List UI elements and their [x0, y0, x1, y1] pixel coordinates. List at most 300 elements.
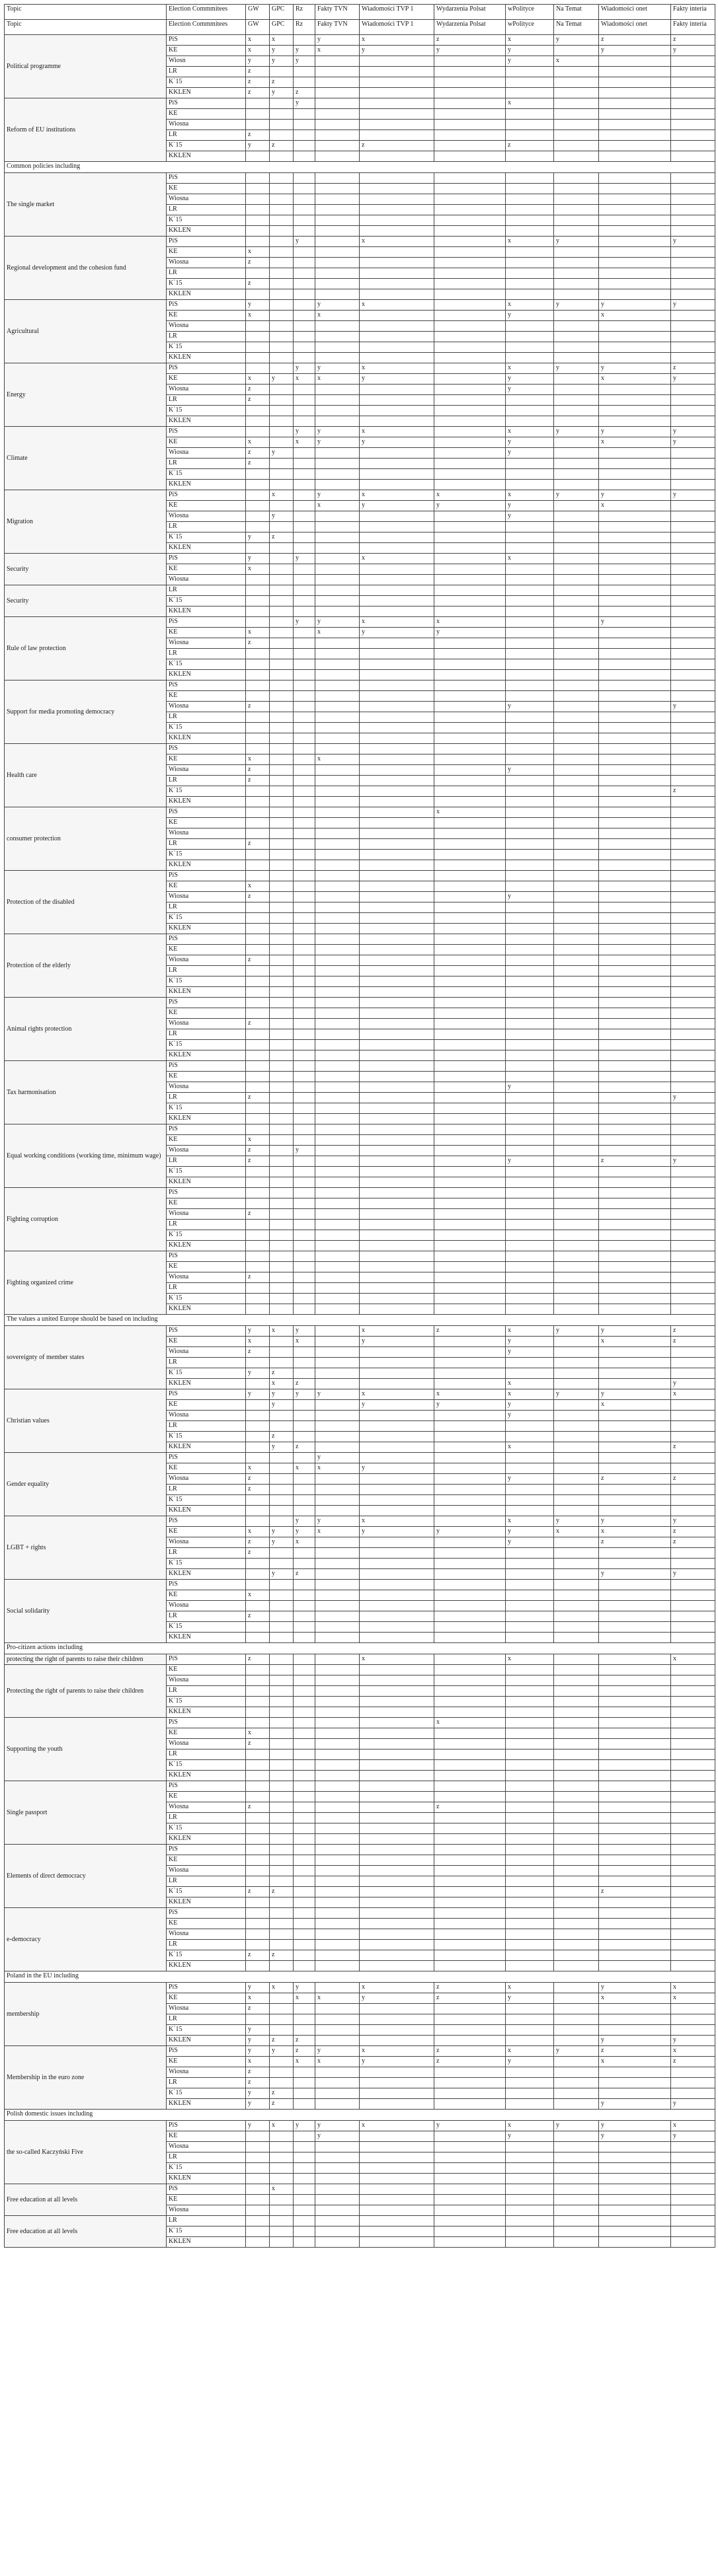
rating-cell — [294, 2088, 315, 2099]
rating-cell: y — [315, 35, 360, 46]
rating-cell — [270, 1633, 294, 1643]
rating-cell — [315, 1442, 360, 1453]
rating-cell — [246, 427, 270, 437]
rating-cell — [554, 1961, 599, 1971]
rating-cell — [315, 2099, 360, 2110]
rating-cell: z — [270, 1368, 294, 1379]
rating-cell: x — [246, 1135, 270, 1146]
rating-cell — [554, 1019, 599, 1029]
rating-cell — [554, 1718, 599, 1728]
rating-cell: y — [315, 427, 360, 437]
rating-cell: y — [434, 1400, 506, 1411]
rating-cell — [506, 998, 554, 1008]
rating-cell — [554, 130, 599, 141]
rating-cell — [506, 1929, 554, 1940]
rating-cell — [246, 1506, 270, 1516]
rating-cell — [315, 469, 360, 480]
rating-cell: x — [315, 46, 360, 56]
rating-cell — [360, 2205, 434, 2216]
rating-cell — [671, 818, 715, 828]
rating-cell — [360, 1633, 434, 1643]
rating-cell — [434, 2205, 506, 2216]
rating-cell — [554, 955, 599, 966]
rating-cell — [294, 1834, 315, 1845]
rating-cell — [270, 1114, 294, 1124]
committee-cell: KKLEN — [167, 1961, 246, 1971]
rating-cell — [270, 1040, 294, 1050]
rating-cell — [246, 1781, 270, 1792]
rating-cell — [315, 945, 360, 955]
rating-cell: y — [506, 2057, 554, 2067]
rating-cell — [506, 2099, 554, 2110]
rating-cell — [671, 1950, 715, 1961]
rating-cell — [246, 733, 270, 744]
rating-cell — [294, 2163, 315, 2174]
committee-cell: PiS — [167, 1516, 246, 1527]
rating-cell — [554, 659, 599, 670]
rating-cell: y — [294, 56, 315, 67]
rating-cell — [434, 2153, 506, 2163]
rating-cell — [315, 1749, 360, 1760]
rating-cell — [671, 258, 715, 268]
rating-cell — [294, 1368, 315, 1379]
rating-cell — [315, 2004, 360, 2014]
committee-cell: Wiosna — [167, 1929, 246, 1940]
committee-cell: Wiosna — [167, 1537, 246, 1548]
rating-cell — [360, 1411, 434, 1421]
rating-cell — [270, 1294, 294, 1304]
rating-cell — [315, 88, 360, 98]
rating-cell — [270, 1728, 294, 1739]
rating-cell — [315, 1887, 360, 1897]
committee-cell: Wiosna — [167, 1082, 246, 1093]
committee-cell: KKLEN — [167, 353, 246, 363]
rating-cell — [360, 1929, 434, 1940]
rating-cell — [434, 416, 506, 427]
rating-cell: x — [599, 1337, 671, 1347]
rating-cell — [599, 1697, 671, 1707]
rating-cell — [246, 617, 270, 628]
rating-cell — [554, 681, 599, 691]
rating-cell — [506, 2184, 554, 2195]
rating-cell — [599, 1950, 671, 1961]
rating-cell — [506, 2174, 554, 2184]
rating-cell — [360, 332, 434, 342]
rating-cell — [315, 1337, 360, 1347]
rating-cell: y — [506, 311, 554, 321]
committee-cell: K`15 — [167, 850, 246, 860]
rating-cell — [506, 564, 554, 575]
committee-cell: K`15 — [167, 1950, 246, 1961]
rating-cell — [315, 744, 360, 754]
rating-cell — [671, 1855, 715, 1866]
committee-cell: K`15 — [167, 2163, 246, 2174]
rating-cell — [246, 289, 270, 300]
rating-cell: y — [506, 1527, 554, 1537]
rating-cell — [599, 151, 671, 162]
rating-cell — [294, 1929, 315, 1940]
rating-cell — [360, 1283, 434, 1294]
rating-cell — [554, 913, 599, 924]
rating-cell: x — [294, 1337, 315, 1347]
rating-cell: y — [434, 1527, 506, 1537]
rating-cell — [315, 1294, 360, 1304]
rating-cell: y — [270, 1442, 294, 1453]
rating-cell — [506, 1845, 554, 1855]
rating-cell — [315, 1368, 360, 1379]
rating-cell: y — [360, 374, 434, 385]
rating-cell — [671, 1590, 715, 1601]
rating-cell — [246, 1601, 270, 1611]
rating-cell — [360, 1358, 434, 1368]
rating-cell: y — [599, 1516, 671, 1527]
rating-cell — [554, 860, 599, 871]
rating-cell — [246, 1707, 270, 1718]
rating-cell — [315, 1855, 360, 1866]
rating-cell — [315, 268, 360, 279]
rating-cell — [506, 1251, 554, 1262]
rating-cell — [599, 702, 671, 712]
rating-cell — [434, 976, 506, 987]
committee-cell: KKLEN — [167, 1304, 246, 1315]
committee-cell: KE — [167, 1527, 246, 1537]
rating-cell: y — [671, 2036, 715, 2046]
rating-cell — [434, 1156, 506, 1167]
rating-cell: y — [599, 300, 671, 311]
rating-cell — [671, 1135, 715, 1146]
rating-cell: z — [246, 702, 270, 712]
rating-cell — [506, 945, 554, 955]
rating-cell: y — [270, 1569, 294, 1580]
rating-cell — [360, 1506, 434, 1516]
rating-cell — [671, 2195, 715, 2205]
rating-cell: x — [506, 35, 554, 46]
rating-cell — [554, 1337, 599, 1347]
rating-cell — [599, 1675, 671, 1686]
rating-cell — [599, 1866, 671, 1876]
rating-cell: x — [599, 1400, 671, 1411]
rating-cell — [599, 1347, 671, 1358]
committee-cell: LR — [167, 1876, 246, 1887]
rating-cell — [506, 1209, 554, 1220]
rating-cell — [671, 1601, 715, 1611]
rating-cell — [599, 1294, 671, 1304]
rating-cell — [554, 1728, 599, 1739]
rating-cell — [315, 1103, 360, 1114]
rating-cell — [315, 1220, 360, 1230]
rating-cell: y — [315, 617, 360, 628]
rating-cell — [270, 638, 294, 649]
committee-cell: PiS — [167, 98, 246, 109]
committee-cell: K`15 — [167, 1622, 246, 1633]
rating-cell — [270, 712, 294, 723]
rating-cell — [270, 1463, 294, 1474]
rating-cell — [599, 533, 671, 543]
rating-cell — [599, 448, 671, 459]
rating-cell — [599, 1559, 671, 1569]
rating-cell — [246, 659, 270, 670]
rating-cell — [554, 194, 599, 205]
rating-cell — [599, 1283, 671, 1294]
rating-cell — [506, 1093, 554, 1103]
rating-cell — [246, 1495, 270, 1506]
rating-cell — [315, 258, 360, 268]
rating-cell — [599, 480, 671, 490]
rating-cell — [671, 1802, 715, 1813]
rating-cell — [506, 881, 554, 892]
rating-cell — [294, 109, 315, 120]
rating-cell — [434, 1813, 506, 1823]
rating-cell — [315, 1792, 360, 1802]
rating-cell — [434, 1495, 506, 1506]
rating-cell — [294, 1707, 315, 1718]
rating-cell — [270, 1124, 294, 1135]
rating-cell — [554, 2237, 599, 2248]
rating-cell — [506, 596, 554, 607]
rating-cell — [270, 151, 294, 162]
rating-cell — [506, 1272, 554, 1283]
rating-cell — [360, 807, 434, 818]
rating-cell — [294, 1919, 315, 1929]
rating-cell — [270, 406, 294, 416]
rating-cell — [434, 1876, 506, 1887]
rating-cell — [294, 1866, 315, 1876]
rating-cell — [360, 1304, 434, 1315]
rating-cell — [506, 1421, 554, 1432]
rating-cell — [554, 564, 599, 575]
rating-cell — [315, 448, 360, 459]
rating-cell — [434, 543, 506, 554]
rating-cell — [671, 56, 715, 67]
header-row — [5, 20, 715, 35]
rating-cell: z — [246, 395, 270, 406]
committee-cell: LR — [167, 712, 246, 723]
rating-cell: x — [554, 1527, 599, 1537]
rating-cell — [506, 1220, 554, 1230]
rating-cell — [360, 289, 434, 300]
rating-cell — [506, 2004, 554, 2014]
rating-cell: z — [360, 141, 434, 151]
rating-cell — [360, 215, 434, 226]
rating-cell — [506, 860, 554, 871]
rating-cell — [246, 2195, 270, 2205]
rating-cell — [315, 2195, 360, 2205]
rating-cell — [270, 184, 294, 194]
section-title: Common policies including — [5, 162, 715, 173]
rating-cell — [434, 1961, 506, 1971]
rating-cell — [315, 1135, 360, 1146]
rating-cell — [554, 850, 599, 860]
rating-cell — [434, 1442, 506, 1453]
rating-cell — [294, 1272, 315, 1283]
committee-cell: KE — [167, 1993, 246, 2004]
rating-cell — [671, 1622, 715, 1633]
rating-cell — [270, 1665, 294, 1675]
rating-cell: z — [246, 1272, 270, 1283]
rating-cell — [360, 1813, 434, 1823]
rating-cell — [599, 1707, 671, 1718]
rating-cell — [434, 2078, 506, 2088]
rating-cell — [294, 1220, 315, 1230]
rating-cell — [360, 353, 434, 363]
rating-cell: x — [506, 554, 554, 564]
rating-cell — [554, 46, 599, 56]
rating-cell — [554, 892, 599, 902]
rating-cell — [294, 1559, 315, 1569]
rating-cell — [599, 1686, 671, 1697]
rating-cell — [434, 205, 506, 215]
rating-cell — [270, 649, 294, 659]
rating-cell — [246, 1220, 270, 1230]
rating-cell — [671, 1929, 715, 1940]
rating-cell: y — [294, 1516, 315, 1527]
rating-cell — [506, 543, 554, 554]
committee-cell: LR — [167, 585, 246, 596]
committee-cell: K`15 — [167, 406, 246, 416]
rating-cell — [554, 1834, 599, 1845]
rating-cell: x — [315, 2057, 360, 2067]
rating-cell — [599, 998, 671, 1008]
section-title: The values a united Europe should be based on including — [5, 1315, 715, 1326]
rating-cell: y — [599, 427, 671, 437]
rating-cell — [599, 1368, 671, 1379]
rating-cell — [599, 892, 671, 902]
committee-cell: PiS — [167, 681, 246, 691]
rating-cell: y — [294, 46, 315, 56]
rating-cell: x — [246, 754, 270, 765]
rating-cell — [434, 1485, 506, 1495]
rating-cell — [360, 1569, 434, 1580]
rating-cell — [506, 1866, 554, 1876]
rating-cell — [506, 786, 554, 797]
committee-cell: LR — [167, 395, 246, 406]
rating-cell — [434, 934, 506, 945]
committee-cell: K`15 — [167, 1167, 246, 1177]
rating-cell — [246, 1622, 270, 1633]
rating-cell — [315, 1940, 360, 1950]
rating-cell — [554, 1855, 599, 1866]
rating-cell — [671, 1749, 715, 1760]
rating-cell — [506, 1485, 554, 1495]
rating-cell: z — [246, 67, 270, 77]
rating-cell — [506, 1590, 554, 1601]
rating-cell — [315, 607, 360, 617]
rating-cell — [554, 480, 599, 490]
rating-cell — [434, 300, 506, 311]
committee-cell: KKLEN — [167, 860, 246, 871]
rating-cell — [360, 564, 434, 575]
rating-cell — [599, 1135, 671, 1146]
rating-cell — [294, 976, 315, 987]
committee-cell: PiS — [167, 1251, 246, 1262]
committee-cell: KKLEN — [167, 543, 246, 554]
rating-cell: x — [506, 2046, 554, 2057]
rating-cell — [294, 987, 315, 998]
rating-cell — [315, 1146, 360, 1156]
rating-cell — [671, 881, 715, 892]
rating-cell — [599, 1908, 671, 1919]
rating-cell — [599, 56, 671, 67]
rating-cell — [315, 733, 360, 744]
rating-cell: y — [360, 628, 434, 638]
rating-cell — [315, 1421, 360, 1432]
topic-cell: Single passport — [5, 1781, 167, 1845]
table-row — [5, 998, 715, 1008]
rating-cell — [554, 184, 599, 194]
rating-cell — [434, 151, 506, 162]
rating-cell — [671, 575, 715, 585]
rating-cell — [360, 723, 434, 733]
rating-cell — [506, 987, 554, 998]
rating-cell — [554, 723, 599, 733]
rating-cell — [671, 77, 715, 88]
rating-cell — [506, 1304, 554, 1315]
committee-cell: LR — [167, 1029, 246, 1040]
committee-cell: KE — [167, 311, 246, 321]
rating-cell — [270, 1241, 294, 1251]
rating-cell — [360, 828, 434, 839]
rating-cell — [315, 987, 360, 998]
committee-cell: Wiosn — [167, 56, 246, 67]
rating-cell: x — [360, 35, 434, 46]
rating-cell — [246, 1908, 270, 1919]
rating-cell — [270, 1220, 294, 1230]
rating-cell — [599, 934, 671, 945]
topic-cell: Rule of law protection — [5, 617, 167, 681]
coverage-table — [4, 4, 715, 2248]
rating-cell: z — [671, 35, 715, 46]
rating-cell — [671, 1124, 715, 1135]
rating-cell: x — [360, 1516, 434, 1527]
rating-cell — [315, 1485, 360, 1495]
rating-cell — [270, 1135, 294, 1146]
rating-cell — [270, 934, 294, 945]
rating-cell — [554, 1845, 599, 1855]
rating-cell — [554, 1876, 599, 1887]
rating-cell — [360, 2216, 434, 2226]
rating-cell — [506, 1802, 554, 1813]
table-row — [5, 98, 715, 109]
rating-cell — [554, 1485, 599, 1495]
committee-cell: LR — [167, 332, 246, 342]
committee-cell: KE — [167, 1590, 246, 1601]
rating-cell — [434, 797, 506, 807]
rating-cell — [360, 1072, 434, 1082]
rating-cell — [246, 1559, 270, 1569]
rating-cell — [246, 712, 270, 723]
rating-cell — [506, 1050, 554, 1061]
rating-cell — [246, 1940, 270, 1950]
topic-cell: membership — [5, 1983, 167, 2046]
rating-cell — [599, 237, 671, 247]
rating-cell — [246, 2226, 270, 2237]
rating-cell — [434, 1135, 506, 1146]
rating-cell — [246, 342, 270, 353]
rating-cell — [315, 1347, 360, 1358]
rating-cell — [434, 1124, 506, 1135]
committee-cell: KKLEN — [167, 226, 246, 237]
rating-cell — [360, 2014, 434, 2025]
committee-cell: KE — [167, 818, 246, 828]
committee-cell: KE — [167, 247, 246, 258]
rating-cell — [671, 1611, 715, 1622]
rating-cell — [554, 628, 599, 638]
rating-cell — [246, 215, 270, 226]
rating-cell — [599, 1633, 671, 1643]
rating-cell — [315, 1908, 360, 1919]
rating-cell — [270, 268, 294, 279]
rating-cell — [294, 1008, 315, 1019]
